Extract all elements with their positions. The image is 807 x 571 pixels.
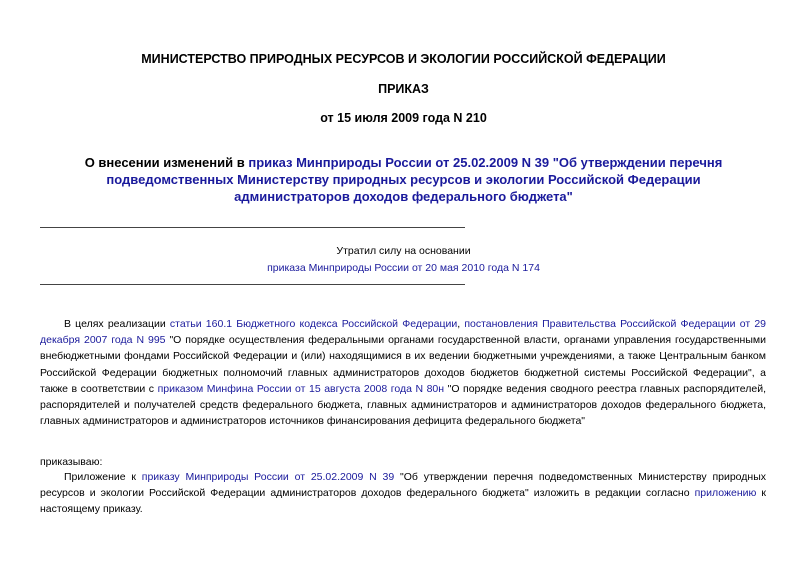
minfin-order-link[interactable]: приказом Минфина России от 15 августа 2008 года N 80н [157, 382, 445, 395]
divider-top [40, 227, 465, 228]
ministry-heading: МИНИСТЕРСТВО ПРИРОДНЫХ РЕСУРСОВ И ЭКОЛОГИИ РОССИЙСКОЙ ФЕДЕРАЦИИ [141, 52, 666, 66]
operative-text-c: к настоящему приказу. [40, 487, 766, 516]
operative-text-a: Приложение к [64, 471, 142, 483]
preamble-text-d: "О порядке ведения сводного реестра главных распорядителей, распорядителей и получателей средств федерального бюджета, главных администраторов и администраторов доходов федерального бюджета, главных администраторов и администраторов источников финансирования дефицита федерального бюджета" [40, 382, 766, 428]
preamble-text-a: В целях реализации [64, 318, 170, 330]
title-prefix: О внесении изменений в [84, 155, 249, 170]
title-amended-order-link[interactable]: приказ Минприроды России от 25.02.2009 N 39 "Об утверждении перечня подведомственных Министерству природных ресурсов и экологии Российской Федерации администраторов доходов федерального бюджета" [106, 155, 723, 204]
document-type: ПРИКАЗ [378, 82, 429, 96]
appendix-link[interactable]: приложению [694, 487, 757, 500]
document-title [70, 154, 737, 205]
repeal-order-link[interactable]: приказа Минприроды России от 20 мая 2010 года N 174 [267, 262, 540, 274]
repeal-note: Утратил силу на основании [336, 245, 471, 257]
divider-bottom [40, 284, 465, 285]
preamble-paragraph [40, 316, 766, 429]
operative-paragraph [40, 469, 766, 518]
government-decree-link[interactable]: постановления Правительства Российской Федерации от 29 декабря 2007 года N 995 [40, 318, 766, 347]
order-word: приказываю: [40, 456, 103, 468]
preamble-text-b: , [457, 318, 465, 330]
operative-text-b: "Об утверждении перечня подведомственных Министерству природных ресурсов и экологии Российской Федерации администраторов доходов федерального бюджета" изложить в редакции согласно [40, 471, 767, 500]
document-date-number: от 15 июля 2009 года N 210 [320, 111, 487, 125]
preamble-text-c: "О порядке осуществления федеральными органами государственной власти, органами управления государственными внебюджетными фондами Российской Федерации и (или) находящимися в их ведении бюджетными учреждениями, а также Центральным банком Российской Федерации бюджетных полномочий главных администраторов доходов бюджетов бюджетной системы Российской Федерации", а также в соответствии с [40, 334, 766, 395]
budget-code-link[interactable]: статьи 160.1 Бюджетного кодекса Российской Федерации [169, 318, 458, 330]
amended-order-link[interactable]: приказу Минприроды России от 25.02.2009 N 39 [141, 471, 395, 483]
